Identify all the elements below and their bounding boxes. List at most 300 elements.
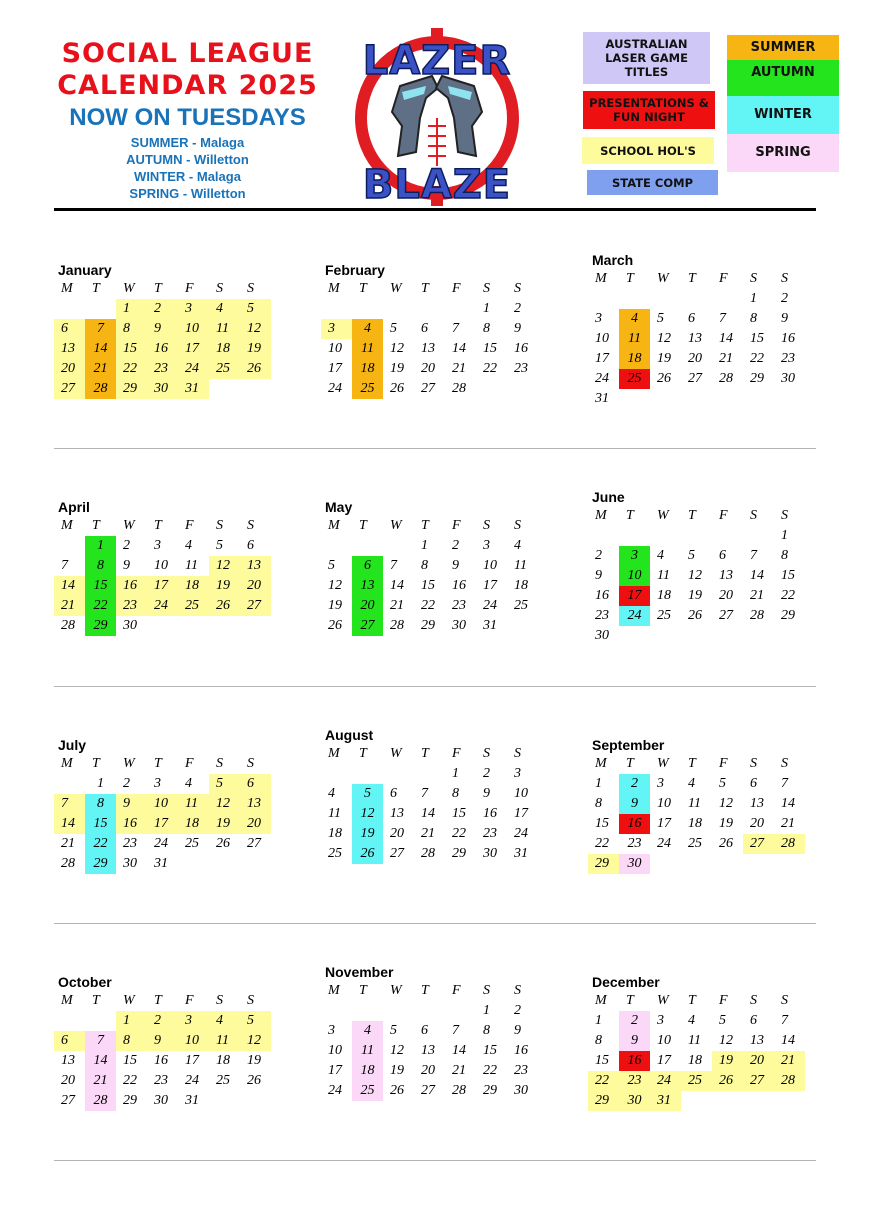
weekday-header: W [390,746,402,761]
logo-text-bottom: BLAZE [362,162,512,206]
day-cell: 19 [719,816,733,831]
day-cell: 9 [619,794,650,814]
day-cell: 15 [750,331,764,346]
day-cell: 7 [390,558,397,573]
day-cell: 13 [750,796,764,811]
row-divider-1 [54,448,816,449]
day-cell: 3 [514,766,521,781]
subtitle: NOW ON TUESDAYS [69,104,306,131]
day-cell: 8 [116,319,147,339]
month-name: July [58,737,87,753]
day-cell: 22 [781,588,795,603]
weekday-header: T [626,271,634,286]
weekday-header: M [595,271,607,286]
logo-text-top: LAZER [362,38,512,84]
day-cell: 4 [688,776,695,791]
title-line-1: SOCIAL LEAGUE [61,38,314,69]
day-cell: 11 [328,806,341,821]
day-cell: 10 [595,331,609,346]
day-cell: 1 [595,1013,602,1028]
day-cell: 4 [209,299,240,319]
weekday-header: S [216,756,223,771]
day-cell: 11 [209,319,240,339]
weekday-header: S [483,518,490,533]
empty-day [383,299,414,319]
day-cell: 19 [657,351,671,366]
day-cell: 18 [178,814,209,834]
day-cell: 14 [750,568,764,583]
day-cell: 13 [390,806,404,821]
day-cell: 29 [85,616,116,636]
day-cell: 26 [247,1073,261,1088]
venue-autumn: AUTUMN - Willetton [126,152,249,167]
day-cell: 23 [514,1063,528,1078]
day-cell: 6 [421,1023,428,1038]
weekday-header: T [92,281,100,296]
weekday-header: S [781,271,788,286]
month-january [54,262,284,399]
day-cell: 23 [514,361,528,376]
day-cell: 26 [657,371,671,386]
weekday-header: S [216,993,223,1008]
weekday-header: T [92,993,100,1008]
day-cell: 8 [750,311,757,326]
weekday-header: T [154,993,162,1008]
empty-day [352,299,383,319]
day-cell: 21 [452,361,466,376]
day-cell: 23 [123,836,137,851]
day-cell: 13 [750,1033,764,1048]
empty-day [54,1011,85,1031]
day-cell: 9 [619,1031,650,1051]
day-cell: 21 [421,826,435,841]
day-cell: 3 [657,776,664,791]
day-cell: 26 [712,1071,743,1091]
day-cell: 16 [619,814,650,834]
day-cell: 6 [750,1013,757,1028]
day-cell: 14 [781,1033,795,1048]
day-cell: 13 [352,576,383,596]
day-cell: 31 [483,618,497,633]
day-cell: 14 [54,814,85,834]
day-cell: 28 [61,618,75,633]
day-cell: 1 [781,528,788,543]
empty-day [743,526,774,546]
day-cell: 29 [116,379,147,399]
day-cell: 25 [352,1081,383,1101]
weekday-header: S [247,518,254,533]
day-grid [321,279,551,399]
weekday-header: M [61,281,73,296]
weekday-header: F [452,281,461,296]
weekday-header: W [390,518,402,533]
day-cell: 15 [483,1043,497,1058]
weekday-header: T [688,756,696,771]
day-cell: 19 [688,588,702,603]
day-cell: 24 [595,371,609,386]
weekday-header: T [421,281,429,296]
day-cell: 26 [328,618,342,633]
title-line-2: CALENDAR 2025 [57,70,318,101]
day-cell: 12 [328,578,342,593]
day-cell: 22 [452,826,466,841]
day-cell: 16 [514,1043,528,1058]
empty-day [414,764,445,784]
day-cell: 28 [421,846,435,861]
day-cell: 12 [209,556,240,576]
day-cell: 17 [483,578,497,593]
empty-day [321,536,352,556]
day-cell: 10 [514,786,528,801]
weekday-header: F [719,508,728,523]
day-cell: 31 [185,1093,199,1108]
day-cell: 21 [719,351,733,366]
day-cell: 28 [719,371,733,386]
venue-list [40,134,335,202]
day-cell: 29 [588,854,619,874]
weekday-header: M [595,508,607,523]
day-cell: 3 [154,776,161,791]
day-cell: 25 [216,1073,230,1088]
header-divider [54,208,816,211]
day-cell: 10 [147,794,178,814]
day-cell: 8 [116,1031,147,1051]
day-cell: 27 [352,616,383,636]
day-cell: 22 [85,596,116,616]
month-december [588,974,818,1111]
day-cell: 5 [240,1011,271,1031]
day-cell: 28 [61,856,75,871]
day-cell: 16 [483,806,497,821]
month-september [588,737,818,874]
day-cell: 2 [123,776,130,791]
day-cell: 19 [328,598,342,613]
day-cell: 7 [85,1031,116,1051]
day-cell: 15 [452,806,466,821]
day-cell: 12 [719,1033,733,1048]
weekday-header: W [123,281,135,296]
day-cell: 3 [178,1011,209,1031]
row-divider-2 [54,686,816,687]
day-cell: 1 [97,776,104,791]
day-cell: 2 [147,299,178,319]
day-cell: 17 [514,806,528,821]
day-cell: 12 [390,341,404,356]
weekday-header: W [123,993,135,1008]
venue-spring: SPRING - Willetton [129,186,246,201]
day-cell: 20 [421,361,435,376]
day-cell: 30 [595,628,609,643]
empty-day [712,289,743,309]
day-cell: 14 [85,1051,116,1071]
empty-day [352,764,383,784]
day-cell: 17 [595,351,609,366]
day-cell: 22 [750,351,764,366]
day-cell: 2 [452,538,459,553]
row-divider-3 [54,923,816,924]
weekday-header: T [154,518,162,533]
day-cell: 19 [390,361,404,376]
day-cell: 31 [595,391,609,406]
day-cell: 30 [147,379,178,399]
day-cell: 5 [216,538,223,553]
day-cell: 12 [657,331,671,346]
weekday-header: T [421,746,429,761]
day-cell: 25 [185,836,199,851]
day-cell: 3 [657,1013,664,1028]
day-cell: 11 [688,1033,701,1048]
day-cell: 2 [619,1011,650,1031]
weekday-header: M [328,746,340,761]
day-cell: 11 [185,558,198,573]
day-cell: 28 [452,381,466,396]
day-cell: 13 [240,794,271,814]
weekday-header: T [688,508,696,523]
day-cell: 9 [483,786,490,801]
day-cell: 11 [352,339,383,359]
day-cell: 17 [328,361,342,376]
day-cell: 23 [452,598,466,613]
day-cell: 6 [688,311,695,326]
day-cell: 26 [352,844,383,864]
empty-day [321,299,352,319]
day-cell: 17 [147,814,178,834]
day-cell: 21 [452,1063,466,1078]
day-cell: 20 [688,351,702,366]
day-cell: 4 [619,309,650,329]
day-cell: 27 [421,381,435,396]
weekday-header: S [781,756,788,771]
day-cell: 20 [421,1063,435,1078]
weekday-header: W [123,518,135,533]
day-cell: 10 [657,796,671,811]
weekday-header: S [514,746,521,761]
day-cell: 16 [781,331,795,346]
day-grid [321,516,551,636]
weekday-header: W [123,756,135,771]
day-cell: 4 [514,538,521,553]
day-cell: 30 [483,846,497,861]
day-cell: 31 [154,856,168,871]
day-cell: 27 [743,1071,774,1091]
day-cell: 27 [719,608,733,623]
day-cell: 26 [216,836,230,851]
month-name: June [592,489,625,505]
day-cell: 5 [390,321,397,336]
day-cell: 18 [328,826,342,841]
weekday-header: S [750,756,757,771]
day-cell: 15 [116,339,147,359]
day-cell: 21 [54,596,85,616]
weekday-header: S [247,993,254,1008]
day-cell: 8 [595,796,602,811]
weekday-header: S [483,281,490,296]
day-cell: 28 [390,618,404,633]
day-cell: 19 [240,339,271,359]
weekday-header: S [216,281,223,296]
day-cell: 24 [178,359,209,379]
month-name: October [58,974,112,990]
month-november [321,964,551,1101]
day-cell: 13 [240,556,271,576]
day-cell: 19 [209,576,240,596]
day-cell: 6 [247,538,254,553]
weekday-header: W [657,271,669,286]
weekday-header: T [688,993,696,1008]
day-cell: 18 [178,576,209,596]
day-cell: 21 [750,588,764,603]
day-cell: 3 [619,546,650,566]
month-name: August [325,727,374,743]
legend-presentations: PRESENTATIONS & FUN NIGHT [583,91,715,129]
day-cell: 16 [452,578,466,593]
day-cell: 2 [483,766,490,781]
empty-day [414,1001,445,1021]
month-march [588,252,818,409]
day-cell: 9 [514,1023,521,1038]
day-cell: 27 [688,371,702,386]
day-cell: 5 [328,558,335,573]
weekday-header: T [359,281,367,296]
day-cell: 1 [452,766,459,781]
weekday-header: W [657,508,669,523]
day-grid [321,981,551,1101]
day-cell: 2 [619,774,650,794]
day-cell: 3 [595,311,602,326]
day-cell: 14 [421,806,435,821]
day-cell: 4 [657,548,664,563]
day-cell: 24 [154,836,168,851]
day-cell: 5 [688,548,695,563]
day-cell: 3 [178,299,209,319]
day-cell: 7 [421,786,428,801]
day-cell: 23 [619,1071,650,1091]
empty-day [650,289,681,309]
weekday-header: M [595,756,607,771]
day-cell: 14 [54,576,85,596]
day-cell: 25 [619,369,650,389]
day-cell: 20 [54,359,85,379]
day-cell: 7 [452,1023,459,1038]
weekday-header: F [185,518,194,533]
day-cell: 11 [352,1041,383,1061]
day-cell: 11 [178,794,209,814]
weekday-header: T [421,518,429,533]
day-cell: 29 [123,1093,137,1108]
empty-day [352,1001,383,1021]
day-grid [588,269,818,409]
weekday-header: T [154,756,162,771]
day-cell: 10 [657,1033,671,1048]
day-grid [321,744,551,864]
day-cell: 6 [240,774,271,794]
day-cell: 19 [352,824,383,844]
day-cell: 3 [483,538,490,553]
month-name: February [325,262,385,278]
day-cell: 17 [657,1053,671,1068]
day-cell: 30 [154,1093,168,1108]
day-cell: 9 [147,1031,178,1051]
day-cell: 10 [328,1043,342,1058]
day-cell: 6 [421,321,428,336]
day-cell: 3 [154,538,161,553]
day-grid [588,754,818,874]
month-name: January [58,262,112,278]
day-cell: 28 [452,1083,466,1098]
day-cell: 8 [85,794,116,814]
day-cell: 17 [619,586,650,606]
day-cell: 24 [657,836,671,851]
day-cell: 26 [390,381,404,396]
weekday-header: F [719,756,728,771]
empty-day [445,299,476,319]
day-cell: 26 [240,359,271,379]
day-cell: 18 [352,359,383,379]
day-cell: 7 [54,794,85,814]
day-cell: 28 [85,1091,116,1111]
day-cell: 23 [627,836,642,851]
day-cell: 21 [85,1071,116,1091]
day-cell: 8 [781,548,788,563]
weekday-header: T [626,508,634,523]
month-february [321,262,551,399]
day-cell: 15 [85,814,116,834]
empty-day [650,526,681,546]
weekday-header: W [390,281,402,296]
weekday-header: S [514,281,521,296]
weekday-header: S [750,993,757,1008]
day-grid [588,506,818,646]
day-cell: 20 [240,814,271,834]
legend-autumn: AUTUMN [727,60,839,96]
day-cell: 30 [781,371,795,386]
day-cell: 27 [61,1093,75,1108]
day-cell: 20 [390,826,404,841]
empty-day [383,1001,414,1021]
day-cell: 14 [719,331,733,346]
day-cell: 20 [750,816,764,831]
weekday-header: F [185,993,194,1008]
day-cell: 20 [743,1051,774,1071]
day-cell: 5 [240,299,271,319]
day-cell: 4 [209,1011,240,1031]
day-cell: 13 [54,339,85,359]
day-cell: 22 [116,359,147,379]
weekday-header: S [750,271,757,286]
weekday-header: S [216,518,223,533]
day-cell: 24 [619,606,650,626]
day-cell: 14 [85,339,116,359]
empty-day [54,774,85,794]
weekday-header: W [657,756,669,771]
day-cell: 10 [178,319,209,339]
empty-day [352,536,383,556]
day-cell: 23 [595,608,609,623]
day-cell: 7 [781,1013,788,1028]
day-cell: 17 [178,339,209,359]
day-cell: 22 [595,836,609,851]
day-cell: 25 [657,608,671,623]
day-cell: 2 [514,1003,521,1018]
month-name: December [592,974,660,990]
day-cell: 18 [209,339,240,359]
day-cell: 29 [588,1091,619,1111]
weekday-header: S [781,508,788,523]
day-cell: 1 [85,536,116,556]
weekday-header: F [452,746,461,761]
day-cell: 31 [514,846,528,861]
day-cell: 4 [352,319,383,339]
